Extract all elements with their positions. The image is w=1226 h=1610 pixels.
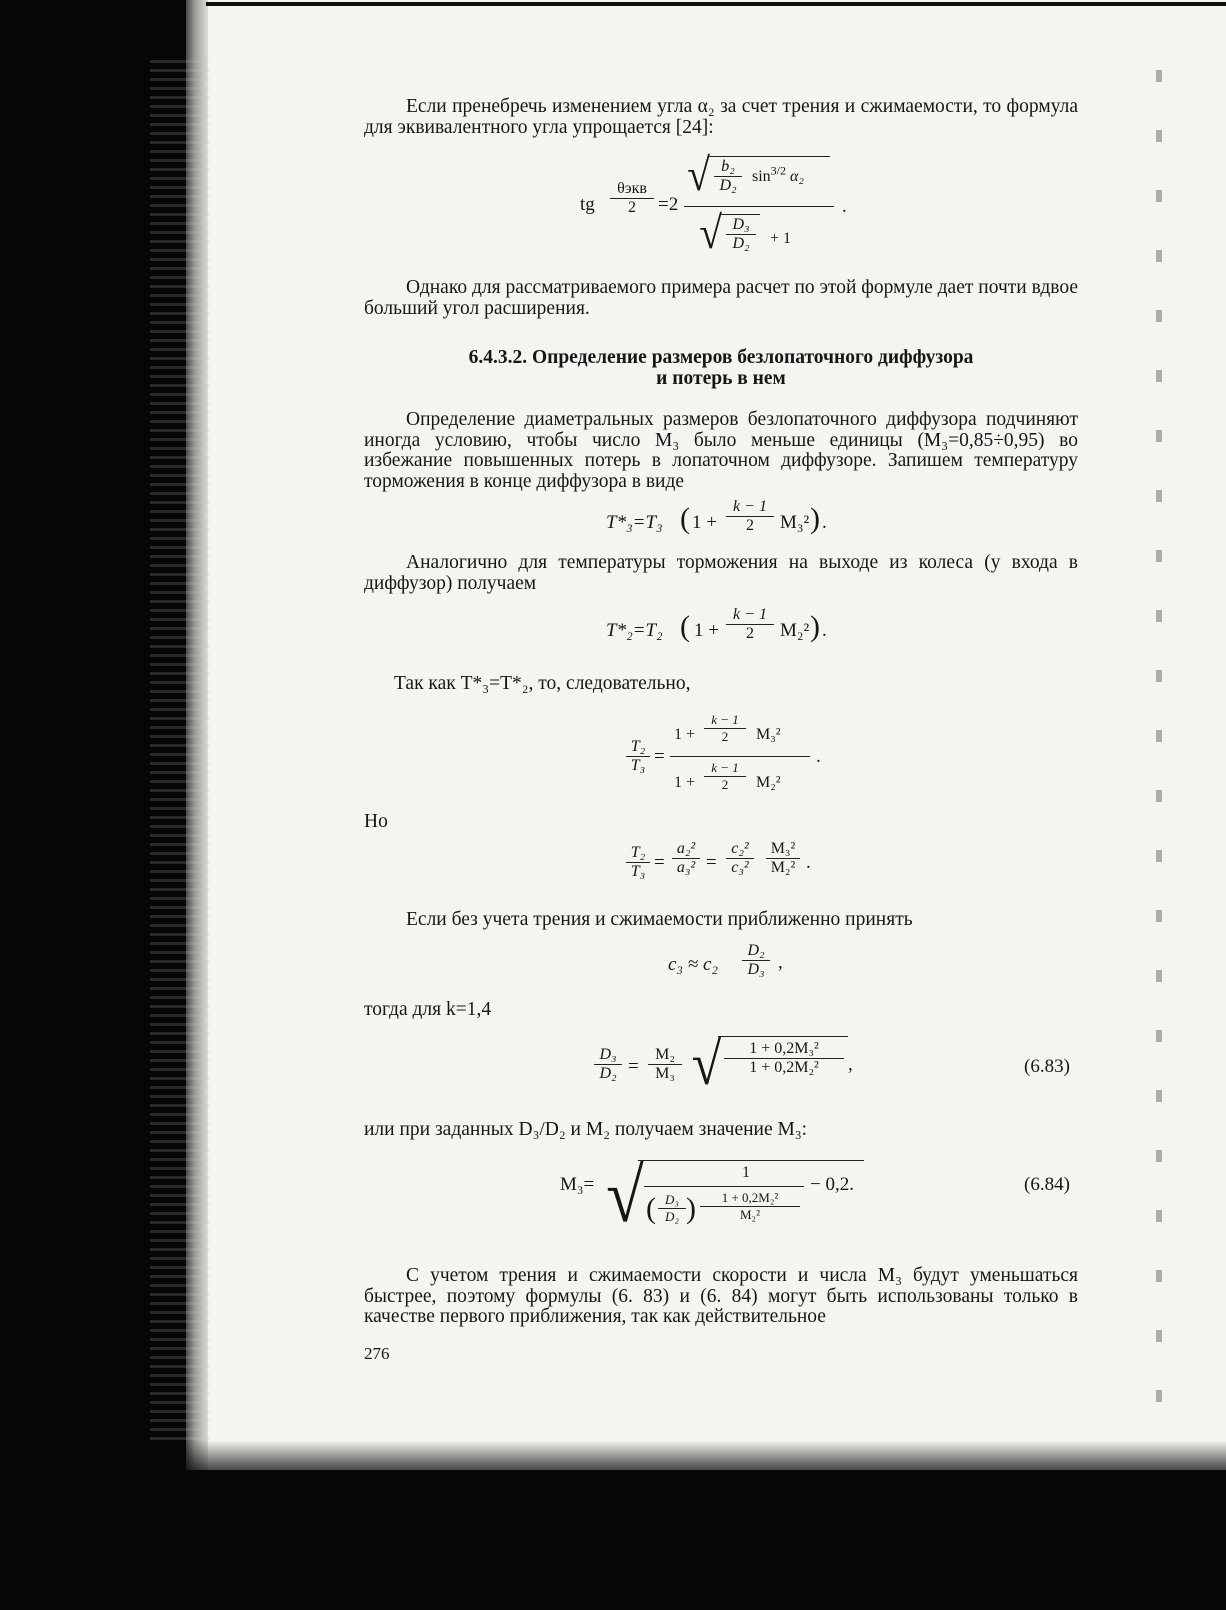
paragraph-9: или при заданных D₃/D₂ и M₂ получаем значение M₃: (364, 1119, 808, 1140)
eq8-inner-frac (700, 1190, 800, 1223)
eq5-c3: c₃² (731, 859, 749, 876)
eq2-one: 1 + (692, 512, 717, 533)
eq1-sin: sin (752, 168, 771, 185)
eq8-tail: − 0,2. (810, 1174, 854, 1195)
eq7-sqrt-bar (718, 1036, 848, 1037)
equation-c3-approx (668, 940, 808, 990)
eq5-T-frac (626, 844, 650, 881)
eq1-D2: D₂ (719, 177, 737, 194)
eq3-one: 1 + (694, 620, 719, 641)
paragraph-4: Аналогично для температуры торможения на выходе из колеса (у входа в диффузор) получаем (364, 552, 1078, 594)
eq7-M2: M₂ (648, 1046, 682, 1065)
eq7-D2: D₂ (599, 1065, 617, 1082)
eq7-inner-frac (724, 1040, 844, 1077)
eq4-main-bar (670, 756, 810, 757)
eq8-paren-open: ( (646, 1192, 656, 1225)
eq7-D3: D₃ (594, 1046, 622, 1065)
eq1-sin-group (752, 163, 804, 186)
eq8-lhs: M₃= (560, 1174, 595, 1195)
eq7-M3: M₃ (655, 1065, 675, 1082)
eq2-dot: . (822, 512, 827, 533)
paragraph-1: Если пренебречь изменением угла α₂ за счет трения и сжимаемости, то формула для эквивалентного угла упрощается [24]: (364, 96, 1078, 138)
page-number: 276 (364, 1344, 390, 1363)
equation-6-83 (594, 1030, 884, 1100)
eq4-two-bottom: 2 (721, 777, 729, 792)
eq6-D3: D₃ (747, 961, 765, 978)
eq5-c2: c₂² (726, 840, 754, 859)
eq7-comma: , (848, 1054, 853, 1075)
paragraph-8: тогда для k=1,4 (364, 999, 492, 1020)
paragraph-10: С учетом трения и сжимаемости скорости и числа M₃ будут уменьшаться быстрее, поэтому формулы (6. 83) и (6. 84) могут быть использованы только в качестве первого приближения, так как действительное (364, 1265, 1078, 1327)
eq5-M-frac (766, 840, 800, 877)
eq5-T3: T₃ (630, 863, 646, 880)
equation-number-6-83: (6.83) (1024, 1056, 1070, 1077)
eq1-alpha: α₂ (790, 168, 804, 185)
eq8-num: 1 + 0,2M₂² (700, 1190, 800, 1207)
eq1-b2-frac (714, 158, 742, 195)
equation-6-84 (560, 1150, 890, 1242)
eq1-D3-frac (726, 216, 756, 253)
eq8-D2: D₂ (665, 1209, 679, 1224)
eq3-frac (726, 606, 774, 643)
equation-T3-star (606, 498, 866, 548)
equation-T2-T3-ratio (626, 710, 836, 806)
eq2-M: M₃² (780, 512, 810, 533)
paragraph-6: Но (364, 811, 388, 832)
eq2-den: 2 (746, 517, 754, 534)
eq4-lhs-frac (626, 738, 650, 775)
eq1-theta-frac (610, 180, 654, 217)
eq1-sqrt-top-bar (708, 156, 830, 157)
eq7-D-frac (594, 1046, 622, 1083)
eq1-sqrt-bottom: √ (699, 207, 722, 258)
eq1-sqrt-bottom-bar (720, 214, 760, 215)
eq5-c-frac (726, 840, 754, 877)
eq1-two: 2 (628, 199, 636, 216)
eq5-a2: a₂² (672, 840, 700, 859)
eq3-k: k − 1 (726, 606, 774, 625)
eq1-pow: 3/2 (770, 163, 787, 178)
eq4-k-top: k − 1 (704, 712, 746, 729)
eq1-b2: b₂ (714, 158, 742, 177)
eq8-main-bar (644, 1186, 804, 1187)
eq1-D2-b: D₂ (732, 235, 750, 252)
eq4-eq: = (654, 746, 665, 767)
paragraph-5: Так как T*₃=T*₂, то, следовательно, (394, 673, 691, 694)
eq5-dot: . (806, 852, 811, 873)
eq6-comma: , (778, 952, 783, 973)
eq4-one-top: 1 + (674, 726, 696, 743)
eq1-plus1: + 1 (770, 230, 792, 247)
eq5-a3: a₃² (676, 859, 696, 876)
eq5-T2: T₂ (626, 844, 650, 863)
eq8-sqrt: √ (606, 1154, 644, 1238)
eq3-M: M₂² (780, 620, 810, 641)
eq7-M-frac (648, 1046, 682, 1083)
eq4-one-bottom: 1 + (674, 774, 696, 791)
eq3-den: 2 (746, 625, 754, 642)
equation-T2-star (606, 606, 866, 656)
eq5-M3: M₃² (766, 840, 800, 859)
eq2-k: k − 1 (726, 498, 774, 517)
eq7-sqrt: √ (691, 1031, 722, 1097)
eq5-M2: M₂² (770, 859, 796, 876)
eq3-lhs: T*₂=T₂ (606, 620, 663, 641)
eq1-theta: θэкв (610, 180, 654, 199)
eq5-eq1: = (654, 852, 665, 873)
paragraph-3: Определение диаметральных размеров безлопаточного диффузора подчиняют иногда условию, чтобы число M₃ было меньше единицы (M₃=0,85÷0,95) во избежание повышенных потерь в лопаточном диффузоре. Запишем температуру торможения в конце диффузора в виде (364, 409, 1078, 492)
eq2-paren-close: ) (810, 502, 820, 535)
eq6-D2: D₂ (742, 942, 770, 961)
section-heading-line1: 6.4.3.2. Определение размеров безлопаточного диффузора (468, 347, 974, 368)
eq7-den: 1 + 0,2M₂² (749, 1059, 819, 1076)
eq8-D3: D₃ (658, 1192, 686, 1209)
eq5-eq2: = (706, 852, 717, 873)
eq6-frac (742, 942, 770, 979)
eq4-M2: M₂² (756, 774, 781, 791)
eq2-frac (726, 498, 774, 535)
eq7-eq: = (628, 1056, 639, 1077)
equation-number-6-84: (6.84) (1024, 1174, 1070, 1195)
eq4-T2: T₂ (626, 738, 650, 757)
eq4-frac-bottom (704, 760, 746, 793)
eq3-paren-open: ( (680, 610, 690, 643)
eq2-paren-open: ( (680, 502, 690, 535)
eq4-frac-top (704, 712, 746, 745)
eq4-M3: M₃² (756, 726, 781, 743)
eq1-tg: tg (580, 194, 595, 215)
equation-equivalent-angle (580, 149, 880, 262)
eq8-D-frac (658, 1192, 686, 1225)
eq2-lhs: T*₃=T₃ (606, 512, 663, 533)
eq8-sqrt-bar (638, 1160, 864, 1161)
eq4-dot: . (816, 746, 821, 767)
eq4-T3: T₃ (630, 757, 646, 774)
eq8-den: M₂² (740, 1207, 760, 1222)
eq1-sqrt-top: √ (687, 149, 710, 200)
eq1-D3: D₃ (726, 216, 756, 235)
eq4-two-top: 2 (721, 729, 729, 744)
eq3-dot: . (822, 620, 827, 641)
paragraph-7: Если без учета трения и сжимаемости приближенно принять (406, 909, 913, 930)
eq8-paren-close: ) (686, 1192, 696, 1225)
eq7-num: 1 + 0,2M₃² (724, 1040, 844, 1059)
eq1-coef: =2 (658, 194, 679, 215)
eq5-a-frac (672, 840, 700, 877)
eq6-lhs: c₃ ≈ c₂ (668, 954, 719, 975)
eq4-k-bottom: k − 1 (704, 760, 746, 777)
equation-speed-ratio (626, 838, 846, 894)
eq8-one: 1 (742, 1164, 750, 1181)
paragraph-2: Однако для рассматриваемого примера расчет по этой формуле дает почти вдвое больший угол расширения. (364, 277, 1078, 319)
section-heading-line2: и потерь в нем (656, 368, 786, 389)
eq1-dot: . (842, 196, 847, 217)
eq3-paren-close: ) (810, 610, 820, 643)
